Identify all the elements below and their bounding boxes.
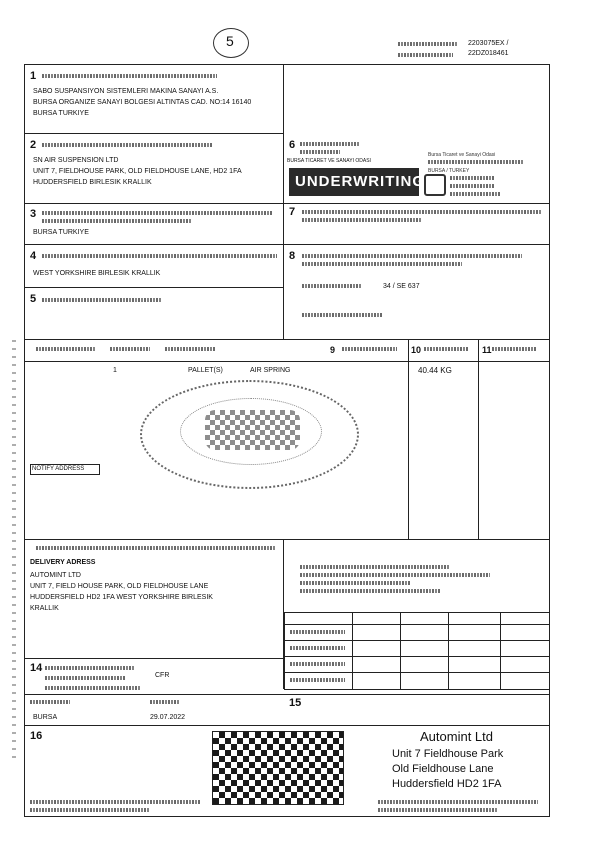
issuer-emblem: [424, 174, 446, 196]
page-number: 5: [226, 33, 234, 49]
delivery-line-4: KRALLIK: [30, 605, 59, 612]
stamp-line-1: Automint Ltd: [420, 729, 493, 744]
consignee-line-3: HUDDERSFIELD BIRLESIK KRALLIK: [33, 179, 152, 186]
box-15-number: 15: [289, 697, 302, 709]
box-2-number: 2: [30, 139, 37, 151]
consignee-line-1: SN AIR SUSPENSION LTD: [33, 157, 119, 164]
exporter-line-1: SABO SUSPANSIYON SISTEMLERI MAKINA SANAYI A.S.: [33, 88, 219, 95]
transport-ref: 34 / SE 637: [383, 283, 420, 290]
stamp-line-3: Old Fieldhouse Lane: [392, 763, 494, 775]
incoterms: CFR: [155, 672, 170, 679]
col-10: 10: [411, 345, 422, 355]
delivery-line-3: HUDDERSFIELD HD2 1FA WEST YORKSHIRE BIRLESIK: [30, 594, 213, 601]
delivery-title: DELIVERY ADRESS: [30, 559, 96, 566]
box-4-number: 4: [30, 250, 37, 262]
header-ref-1: 2203075EX /: [468, 40, 509, 47]
stamp-line-2: Unit 7 Fieldhouse Park: [392, 748, 504, 760]
box-6-number: 6: [289, 139, 296, 151]
stamp-line-4: Huddersfield HD2 1FA: [392, 778, 502, 790]
issuer-left: BURSA TICARET VE SANAYI ODASI: [287, 158, 371, 164]
col-9: 9: [330, 345, 336, 355]
box-5-number: 5: [30, 293, 37, 305]
box-16-number: 16: [30, 730, 43, 742]
goods-weight: 40.44 KG: [418, 366, 452, 375]
goods-qty: 1: [113, 367, 117, 374]
exporter-line-3: BURSA TURKIYE: [33, 110, 89, 117]
delivery-line-1: AUTOMINT LTD: [30, 572, 81, 579]
box-8-number: 8: [289, 250, 296, 262]
date: 29.07.2022: [150, 714, 186, 721]
left-margin-noise: [12, 340, 16, 760]
delivery-line-2: UNIT 7, FIELD HOUSE PARK, OLD FIELDHOUSE LANE: [30, 583, 209, 590]
box-14-number: 14: [30, 662, 43, 674]
box-7-number: 7: [289, 206, 296, 218]
place: BURSA: [33, 714, 58, 721]
issuer-right-1: Bursa Ticaret ve Sanayi Odasi: [428, 152, 496, 158]
exporter-line-2: BURSA ORGANIZE SANAYI BOLGESI ALTINTAS CAD. NO:14 16140: [33, 99, 252, 106]
notify-address: NOTIFY ADDRESS: [32, 466, 85, 472]
consignee-line-2: UNIT 7, FIELDHOUSE PARK, OLD FIELDHOUSE LANE, HD2 1FA: [33, 168, 242, 175]
col-11: 11: [482, 345, 492, 355]
header-ref-2: 22DZ018461: [468, 50, 509, 57]
watermark-logo: [205, 410, 300, 450]
goods-description: AIR SPRING: [250, 367, 291, 374]
box-3-number: 3: [30, 208, 37, 220]
qr-code: [212, 731, 344, 805]
country-of-destination: WEST YORKSHIRE BIRLESIK KRALLIK: [33, 270, 161, 277]
goods-packages: PALLET(S): [188, 367, 223, 374]
country-of-origin: BURSA TURKIYE: [33, 229, 89, 236]
box-1-number: 1: [30, 70, 37, 82]
issuer-right-2: BURSA / TURKEY: [428, 168, 470, 174]
issuer-banner-text: UNDERWRITING: [295, 173, 426, 190]
